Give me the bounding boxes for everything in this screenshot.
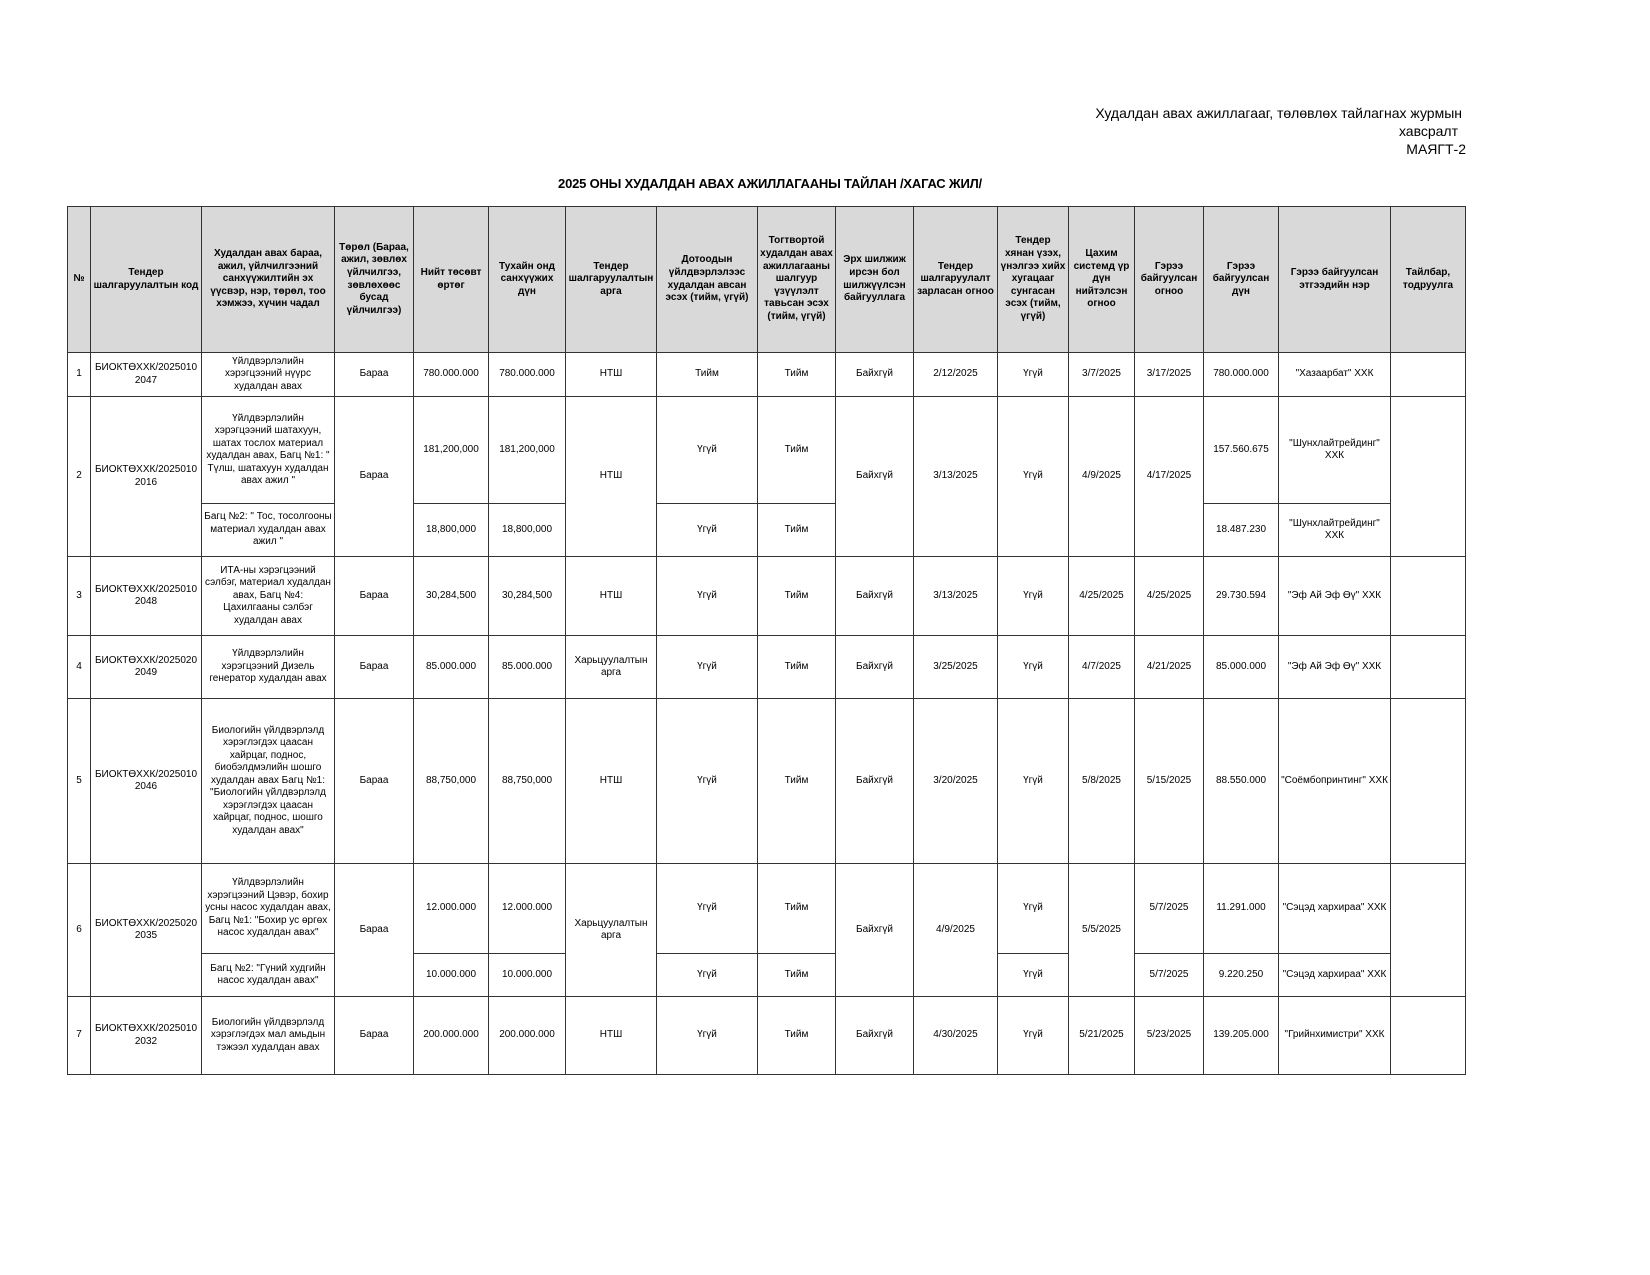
table-row xyxy=(68,997,1466,1075)
cell-method: НТШ xyxy=(566,397,657,557)
cell-code: БИОКТӨХХК/20250102016 xyxy=(91,397,202,557)
annex-line-1: Худалдан авах ажиллагааг, төлөвлөх тайлагнах журмын xyxy=(1095,105,1462,121)
cell-description: Багц №2: "Гүний худгийн насос худалдан авах" xyxy=(202,954,335,997)
cell-type: Бараа xyxy=(335,864,414,997)
cell-type: Бараа xyxy=(335,557,414,636)
cell-method: НТШ xyxy=(566,699,657,864)
cell-announced: 3/20/2025 xyxy=(914,699,998,864)
cell-funding: 30,284,500 xyxy=(489,557,566,636)
cell-transferred: Байхгүй xyxy=(836,353,914,397)
table-row xyxy=(68,397,1466,504)
table-row xyxy=(68,636,1466,699)
cell-published: 3/7/2025 xyxy=(1069,353,1135,397)
cell-note xyxy=(1391,397,1466,557)
annex-line-2: хавсралт xyxy=(1398,123,1458,139)
cell-code: БИОКТӨХХК/20250202049 xyxy=(91,636,202,699)
cell-transferred: Байхгүй xyxy=(836,397,914,557)
cell-contract-date: 5/7/2025 xyxy=(1135,864,1204,954)
cell-domestic: Үгүй xyxy=(657,954,758,997)
header-row xyxy=(68,207,1466,353)
cell-code: БИОКТӨХХК/20250102032 xyxy=(91,997,202,1075)
cell-no: 5 xyxy=(68,699,91,864)
cell-note xyxy=(1391,557,1466,636)
header-contractor: Гэрээ байгуулсан этгээдийн нэр xyxy=(1279,207,1391,353)
header-announced-date: Тендер шалгаруулалт зарласан огноо xyxy=(914,207,998,353)
cell-funding: 18,800,000 xyxy=(489,504,566,557)
cell-transferred: Байхгүй xyxy=(836,557,914,636)
cell-announced: 4/30/2025 xyxy=(914,997,998,1075)
cell-contract-amount: 88.550.000 xyxy=(1204,699,1279,864)
cell-contractor: "Шунхлайтрейдинг" ХХК xyxy=(1279,397,1391,504)
cell-note xyxy=(1391,997,1466,1075)
cell-domestic: Үгүй xyxy=(657,699,758,864)
cell-type: Бараа xyxy=(335,397,414,557)
form-number: МАЯГТ-2 xyxy=(1406,141,1466,157)
cell-description: Үйлдвэрлэлийн хэрэгцээний нүүрс худалдан авах xyxy=(202,353,335,397)
cell-description: Үйлдвэрлэлийн хэрэгцээний шатахуун, шатах тослох материал худалдан авах, Багц №1: " Түлш, шатахуун худалдан авах ажил " xyxy=(202,397,335,504)
cell-domestic: Үгүй xyxy=(657,636,758,699)
cell-type: Бараа xyxy=(335,636,414,699)
cell-no: 2 xyxy=(68,397,91,557)
cell-contract-date: 5/23/2025 xyxy=(1135,997,1204,1075)
cell-budget: 10.000.000 xyxy=(414,954,489,997)
cell-domestic: Үгүй xyxy=(657,997,758,1075)
cell-no: 1 xyxy=(68,353,91,397)
cell-contract-amount: 18.487.230 xyxy=(1204,504,1279,557)
cell-contract-amount: 11.291.000 xyxy=(1204,864,1279,954)
cell-sustainable: Тийм xyxy=(758,954,836,997)
cell-sustainable: Тийм xyxy=(758,353,836,397)
cell-extended: Үгүй xyxy=(998,699,1069,864)
cell-published: 4/7/2025 xyxy=(1069,636,1135,699)
cell-method: НТШ xyxy=(566,557,657,636)
table-row-lot xyxy=(68,954,1466,997)
cell-announced: 4/9/2025 xyxy=(914,864,998,997)
cell-note xyxy=(1391,699,1466,864)
cell-published: 4/9/2025 xyxy=(1069,397,1135,557)
cell-funding: 200.000.000 xyxy=(489,997,566,1075)
cell-contract-date: 4/21/2025 xyxy=(1135,636,1204,699)
cell-sustainable: Тийм xyxy=(758,864,836,954)
cell-no: 3 xyxy=(68,557,91,636)
cell-budget: 200.000.000 xyxy=(414,997,489,1075)
cell-domestic: Тийм xyxy=(657,353,758,397)
cell-funding: 12.000.000 xyxy=(489,864,566,954)
cell-sustainable: Тийм xyxy=(758,997,836,1075)
cell-note xyxy=(1391,864,1466,997)
cell-method: НТШ xyxy=(566,997,657,1075)
cell-published: 5/5/2025 xyxy=(1069,864,1135,997)
cell-funding: 181,200,000 xyxy=(489,397,566,504)
cell-contract-amount: 139.205.000 xyxy=(1204,997,1279,1075)
cell-description: Үйлдвэрлэлийн хэрэгцээний Цэвэр, бохир усны насос худалдан авах, Багц №1: "Бохир ус өргөх насос худалдан авах" xyxy=(202,864,335,954)
cell-domestic: Үгүй xyxy=(657,557,758,636)
header-published-date: Цахим системд үр дүн нийтэлсэн огноо xyxy=(1069,207,1135,353)
cell-description: Үйлдвэрлэлийн хэрэгцээний Дизель генератор худалдан авах xyxy=(202,636,335,699)
cell-announced: 3/13/2025 xyxy=(914,557,998,636)
cell-contractor: "Хазаарбат" ХХК xyxy=(1279,353,1391,397)
cell-contractor: "Сэцэд хархираа" ХХК xyxy=(1279,954,1391,997)
cell-type: Бараа xyxy=(335,353,414,397)
cell-transferred: Байхгүй xyxy=(836,997,914,1075)
table-row xyxy=(68,557,1466,636)
table-row xyxy=(68,353,1466,397)
cell-contractor: "Шунхлайтрейдинг" ХХК xyxy=(1279,504,1391,557)
cell-sustainable: Тийм xyxy=(758,504,836,557)
report-title: 2025 ОНЫ ХУДАЛДАН АВАХ АЖИЛЛАГААНЫ ТАЙЛАН /ХАГАС ЖИЛ/ xyxy=(558,176,982,191)
cell-no: 4 xyxy=(68,636,91,699)
cell-announced: 2/12/2025 xyxy=(914,353,998,397)
cell-description: ИТА-ны хэрэгцээний сэлбэг, материал худалдан авах, Багц №4: Цахилгааны сэлбэг худалдан авах xyxy=(202,557,335,636)
cell-transferred: Байхгүй xyxy=(836,864,914,997)
cell-contract-date: 3/17/2025 xyxy=(1135,353,1204,397)
cell-code: БИОКТӨХХК/20250202035 xyxy=(91,864,202,997)
header-tender-code: Тендер шалгаруулалтын код xyxy=(91,207,202,353)
cell-no: 6 xyxy=(68,864,91,997)
cell-code: БИОКТӨХХК/20250102048 xyxy=(91,557,202,636)
cell-transferred: Байхгүй xyxy=(836,699,914,864)
cell-budget: 12.000.000 xyxy=(414,864,489,954)
cell-announced: 3/13/2025 xyxy=(914,397,998,557)
cell-published: 5/8/2025 xyxy=(1069,699,1135,864)
cell-announced: 3/25/2025 xyxy=(914,636,998,699)
header-year-funding: Тухайн онд санхүүжих дүн xyxy=(489,207,566,353)
header-total-budget: Нийт төсөвт өртөг xyxy=(414,207,489,353)
cell-extended: Үгүй xyxy=(998,954,1069,997)
cell-sustainable: Тийм xyxy=(758,557,836,636)
cell-contract-amount: 85.000.000 xyxy=(1204,636,1279,699)
cell-sustainable: Тийм xyxy=(758,699,836,864)
cell-funding: 85.000.000 xyxy=(489,636,566,699)
cell-budget: 18,800,000 xyxy=(414,504,489,557)
header-sustainable: Тогтвортой худалдан авах ажиллагааны шалгуур үзүүлэлт тавьсан эсэх (тийм, үгүй) xyxy=(758,207,836,353)
cell-extended: Үгүй xyxy=(998,864,1069,954)
cell-extended: Үгүй xyxy=(998,997,1069,1075)
cell-extended: Үгүй xyxy=(998,557,1069,636)
header-method: Тендер шалгаруулалтын арга xyxy=(566,207,657,353)
cell-transferred: Байхгүй xyxy=(836,636,914,699)
cell-contractor: "Соёмбопринтинг" ХХК xyxy=(1279,699,1391,864)
cell-contract-amount: 9.220.250 xyxy=(1204,954,1279,997)
cell-domestic: Үгүй xyxy=(657,864,758,954)
header-description: Худалдан авах бараа, ажил, үйлчилгээний санхүүжилтийн эх үүсвэр, нэр, төрөл, тоо хэмжээ, хүчин чадал xyxy=(202,207,335,353)
cell-contractor: "Эф Ай Эф Өү" ХХК xyxy=(1279,636,1391,699)
header-type: Төрөл (Бараа, ажил, зөвлөх үйлчилгээ, зөвлөхөөс бусад үйлчилгээ) xyxy=(335,207,414,353)
cell-contractor: "Сэцэд хархираа" ХХК xyxy=(1279,864,1391,954)
cell-sustainable: Тийм xyxy=(758,636,836,699)
cell-extended: Үгүй xyxy=(998,353,1069,397)
header-note: Тайлбар, тодруулга xyxy=(1391,207,1466,353)
cell-contract-date: 5/15/2025 xyxy=(1135,699,1204,864)
table-row xyxy=(68,864,1466,954)
header-domestic: Дотоодын үйлдвэрлэлээс худалдан авсан эсэх (тийм, үгүй) xyxy=(657,207,758,353)
header-contract-amount: Гэрээ байгуулсан дүн xyxy=(1204,207,1279,353)
table-row-lot xyxy=(68,504,1466,557)
cell-domestic: Үгүй xyxy=(657,397,758,504)
cell-method: Харьцуулалтын арга xyxy=(566,864,657,997)
cell-sustainable: Тийм xyxy=(758,397,836,504)
cell-contractor: "Эф Ай Эф Өү" ХХК xyxy=(1279,557,1391,636)
cell-budget: 181,200,000 xyxy=(414,397,489,504)
cell-budget: 780.000.000 xyxy=(414,353,489,397)
cell-extended: Үгүй xyxy=(998,397,1069,557)
cell-method: Харьцуулалтын арга xyxy=(566,636,657,699)
header-contract-date: Гэрээ байгуулсан огноо xyxy=(1135,207,1204,353)
cell-contract-amount: 157.560.675 xyxy=(1204,397,1279,504)
cell-contract-date: 4/17/2025 xyxy=(1135,397,1204,557)
cell-description: Багц №2: " Тос, тосолгооны материал худалдан авах ажил " xyxy=(202,504,335,557)
cell-published: 4/25/2025 xyxy=(1069,557,1135,636)
cell-funding: 780.000.000 xyxy=(489,353,566,397)
header-no: № xyxy=(68,207,91,353)
procurement-report-table xyxy=(67,206,1466,1075)
cell-budget: 30,284,500 xyxy=(414,557,489,636)
cell-contract-date: 5/7/2025 xyxy=(1135,954,1204,997)
header-transferred: Эрх шилжиж ирсэн бол шилжүүлсэн байгууллага xyxy=(836,207,914,353)
cell-code: БИОКТӨХХК/20250102047 xyxy=(91,353,202,397)
annex-note xyxy=(1095,104,1466,158)
table-row xyxy=(68,699,1466,864)
cell-contractor: "Грийнхимистри" ХХК xyxy=(1279,997,1391,1075)
cell-funding: 88,750,000 xyxy=(489,699,566,864)
cell-code: БИОКТӨХХК/20250102046 xyxy=(91,699,202,864)
cell-published: 5/21/2025 xyxy=(1069,997,1135,1075)
cell-description: Биологийн үйлдвэрлэлд хэрэглэгдэх мал амьдын тэжээл худалдан авах xyxy=(202,997,335,1075)
cell-note xyxy=(1391,353,1466,397)
cell-description: Биологийн үйлдвэрлэлд хэрэглэгдэх цаасан хайрцаг, поднос, биобэлдмэлийн шошго худалдан авах Багц №1: "Биологийн үйлдвэрлэлд хэрэглэгдэх цаасан хайрцаг, поднос, шошго худалдан авах" xyxy=(202,699,335,864)
cell-no: 7 xyxy=(68,997,91,1075)
cell-budget: 85.000.000 xyxy=(414,636,489,699)
cell-note xyxy=(1391,636,1466,699)
cell-contract-amount: 780.000.000 xyxy=(1204,353,1279,397)
cell-contract-amount: 29.730.594 xyxy=(1204,557,1279,636)
header-extended: Тендер хянан үзэх, үнэлгээ хийх хугацааг сунгасан эсэх (тийм, үгүй) xyxy=(998,207,1069,353)
cell-contract-date: 4/25/2025 xyxy=(1135,557,1204,636)
cell-funding: 10.000.000 xyxy=(489,954,566,997)
cell-method: НТШ xyxy=(566,353,657,397)
cell-type: Бараа xyxy=(335,997,414,1075)
cell-domestic: Үгүй xyxy=(657,504,758,557)
cell-type: Бараа xyxy=(335,699,414,864)
cell-budget: 88,750,000 xyxy=(414,699,489,864)
cell-extended: Үгүй xyxy=(998,636,1069,699)
